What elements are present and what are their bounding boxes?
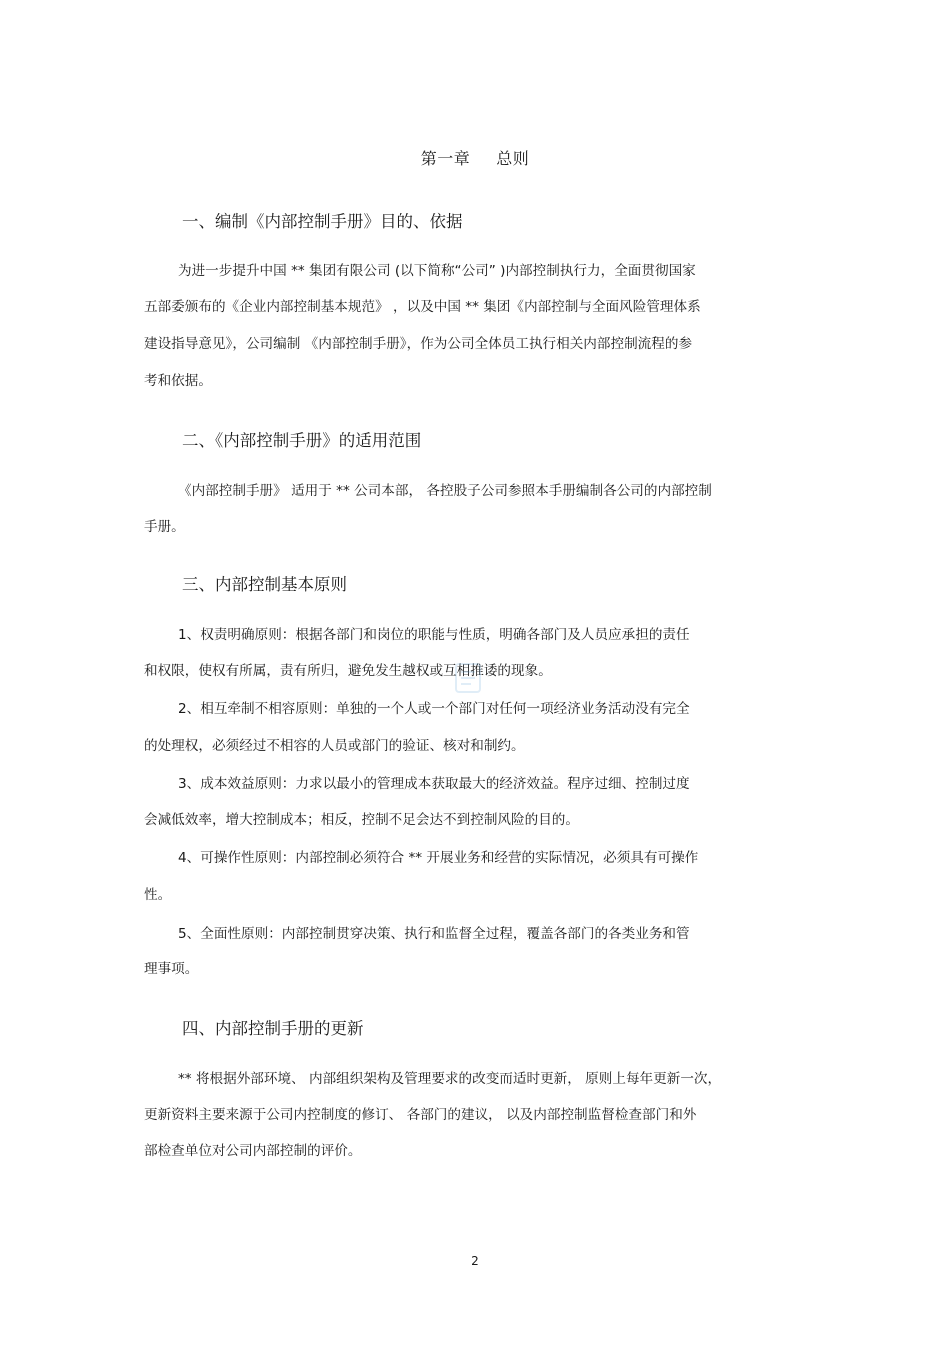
chapter-number: 第一章 xyxy=(420,149,471,168)
section-1-line-2: 五部委颁布的《企业内部控制基本规范》 ，以及中国 ** 集团《内部控制与全面风险管理体系 xyxy=(144,299,701,315)
principle-5-line-2: 理事项。 xyxy=(144,961,199,977)
principle-3-line-2: 会减低效率，增大控制成本；相反，控制不足会达不到控制风险的目的。 xyxy=(144,812,579,828)
principle-4-line-2: 性。 xyxy=(144,887,172,903)
section-heading-1: 一、编制《内部控制手册》目的、依据 xyxy=(182,212,463,231)
principle-2-line-1: 2、相互牵制不相容原则：单独的一个人或一个部门对任何一项经济业务活动没有完全 xyxy=(178,701,690,717)
watermark-logo-icon xyxy=(450,660,486,696)
section-heading-3: 三、内部控制基本原则 xyxy=(182,575,347,594)
principle-5-line-1: 5、全面性原则：内部控制贯穿决策、执行和监督全过程，覆盖各部门的各类业务和管 xyxy=(178,926,690,942)
section-1-line-1: 为进一步提升中国 ** 集团有限公司 (以下简称“公司” )内部控制执行力，全面贯彻国家 xyxy=(178,263,696,279)
section-4-line-2: 更新资料主要来源于公司内控制度的修订、 各部门的建议， 以及内部控制监督检查部门和外 xyxy=(144,1107,697,1123)
chapter-title xyxy=(0,146,950,169)
principle-1-line-1: 1、权责明确原则：根据各部门和岗位的职能与性质，明确各部门及人员应承担的责任 xyxy=(178,627,690,643)
page-number: 2 xyxy=(471,1254,479,1268)
section-1-line-4: 考和依据。 xyxy=(144,373,212,389)
principle-2-line-2: 的处理权，必须经过不相容的人员或部门的验证、核对和制约。 xyxy=(144,738,525,754)
section-1-line-3: 建设指导意见》，公司编制 《内部控制手册》，作为公司全体员工执行相关内部控制流程的参 xyxy=(144,336,693,352)
principle-3-line-1: 3、成本效益原则：力求以最小的管理成本获取最大的经济效益。程序过细、控制过度 xyxy=(178,776,690,792)
principle-4-line-1: 4、可操作性原则：内部控制必须符合 ** 开展业务和经营的实际情况，必须具有可操作 xyxy=(178,850,699,866)
section-4-line-3: 部检查单位对公司内部控制的评价。 xyxy=(144,1143,362,1159)
principle-1-line-2: 和权限，使权有所属，责有所归，避免发生越权或互相推诿的现象。 xyxy=(144,663,552,679)
section-2-line-2: 手册。 xyxy=(144,519,185,535)
section-heading-4: 四、内部控制手册的更新 xyxy=(182,1019,364,1038)
section-heading-2: 二、《内部控制手册》的适用范围 xyxy=(182,431,422,450)
section-4-line-1: ** 将根据外部环境、 内部组织架构及管理要求的改变而适时更新， 原则上每年更新一次， xyxy=(178,1071,722,1087)
chapter-name: 总则 xyxy=(496,149,530,168)
section-2-line-1: 《内部控制手册》 适用于 ** 公司本部， 各控股子公司参照本手册编制各公司的内部控制 xyxy=(178,483,712,499)
